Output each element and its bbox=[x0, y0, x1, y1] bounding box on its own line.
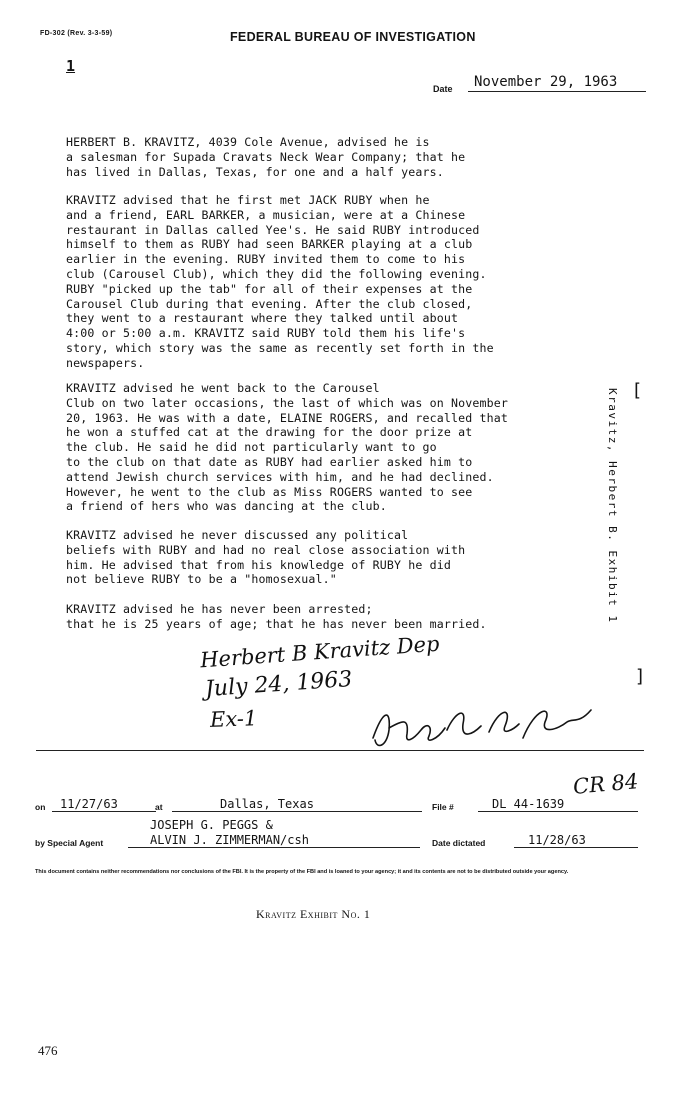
paragraph-3 bbox=[66, 381, 591, 514]
divider bbox=[36, 750, 644, 751]
paragraph-5 bbox=[66, 602, 591, 632]
agent-2: ALVIN J. ZIMMERMAN/csh bbox=[128, 833, 420, 848]
text-line: that he is 25 years of age; that he has never been married. bbox=[66, 616, 487, 631]
text-line: they went to a restaurant where they talked until about bbox=[66, 311, 459, 326]
text-line: 4:00 or 5:00 a.m. KRAVITZ said RUBY told them his life's bbox=[66, 326, 466, 341]
handwritten-date: July 24, 1963 bbox=[204, 666, 354, 703]
form-number: FD-302 (Rev. 3-3-59) bbox=[40, 30, 113, 37]
on-label: on bbox=[35, 802, 46, 812]
handwritten-exhibit: Ex-1 bbox=[209, 706, 258, 732]
text-line: HERBERT B. KRAVITZ, 4039 Cole Avenue, advised he is bbox=[66, 135, 430, 149]
text-line: has lived in Dallas, Texas, for one and a half years. bbox=[66, 164, 444, 179]
text-line: KRAVITZ advised he went back to the Carousel bbox=[66, 381, 380, 395]
exhibit-stamp: Kravitz, Herbert B. Exhibit 1 bbox=[606, 388, 619, 624]
text-line: KRAVITZ advised he has never been arrested; bbox=[66, 602, 373, 616]
text-line: earlier in the evening. RUBY invited them to come to his bbox=[66, 252, 466, 267]
text-line: a salesman for Supada Cravats Neck Wear Company; that he bbox=[66, 149, 466, 164]
dictated-date: 11/28/63 bbox=[514, 833, 638, 848]
text-line: RUBY "picked up the tab" for all of their expenses at the bbox=[66, 281, 473, 296]
text-line: him. He advised that from his knowledge of RUBY he did bbox=[66, 557, 452, 572]
text-line: KRAVITZ advised that he first met JACK RUBY when he bbox=[66, 193, 430, 207]
date-label: Date bbox=[433, 84, 453, 94]
text-line: story, which story was the same as recently set forth in the bbox=[66, 340, 494, 355]
text-line: KRAVITZ advised he never discussed any political bbox=[66, 528, 409, 542]
text-line: he won a stuffed cat at the drawing for the door prize at bbox=[66, 425, 473, 440]
text-line: and a friend, EARL BARKER, a musician, were at a Chinese bbox=[66, 207, 466, 222]
report-date: November 29, 1963 bbox=[468, 74, 646, 92]
agent-1: JOSEPH G. PEGGS & bbox=[150, 818, 273, 832]
text-line: Club on two later occasions, the last of which was on November bbox=[66, 395, 509, 410]
paragraph-4 bbox=[66, 528, 591, 587]
interview-location: Dallas, Texas bbox=[172, 797, 422, 812]
paragraph-1 bbox=[66, 135, 591, 179]
text-line: newspapers. bbox=[66, 355, 145, 370]
text-line: the club. He said he did not particularly want to go bbox=[66, 440, 437, 455]
text-line: beliefs with RUBY and had no real close association with bbox=[66, 542, 466, 557]
paragraph-2 bbox=[66, 193, 591, 371]
text-line: restaurant in Dallas called Yee's. He said RUBY introduced bbox=[66, 222, 480, 237]
agency-title: FEDERAL BUREAU OF INVESTIGATION bbox=[230, 30, 476, 44]
bracket-mark: ] bbox=[636, 666, 644, 687]
text-line: to the club on that date as RUBY had earlier asked him to bbox=[66, 454, 473, 469]
text-line: Carousel Club during that evening. After the club closed, bbox=[66, 296, 473, 311]
text-line: attend Jewish church services with him, and he had declined. bbox=[66, 469, 494, 484]
agents-label: by Special Agent bbox=[35, 838, 104, 848]
file-number: DL 44-1639 bbox=[478, 797, 638, 812]
file-label: File # bbox=[432, 802, 454, 812]
handwritten-deposition-note: Herbert B Kravitz Dep bbox=[199, 631, 441, 673]
cr-note: CR 84 bbox=[572, 769, 640, 799]
text-line: himself to them as RUBY had seen BARKER playing at a club bbox=[66, 237, 473, 252]
signature bbox=[363, 700, 613, 755]
text-line: club (Carousel Club), which they did the following evening. bbox=[66, 266, 487, 281]
text-line: However, he went to the club as Miss ROGERS wanted to see bbox=[66, 484, 473, 499]
page-number: 476 bbox=[38, 1043, 58, 1058]
text-line: 20, 1963. He was with a date, ELAINE ROGERS, and recalled that bbox=[66, 410, 509, 425]
interview-date: 11/27/63 bbox=[52, 797, 156, 812]
disclaimer: This document contains neither recommendations nor conclusions of the FBI. It is the property of the FBI and is loaned to your agency; it and its contents are not to be distributed outside your agency. bbox=[35, 869, 569, 875]
text-line: a friend of hers who was dancing at the club. bbox=[66, 499, 387, 514]
page-marker: 1 bbox=[66, 57, 76, 75]
dictated-label: Date dictated bbox=[432, 838, 486, 848]
bracket-mark: [ bbox=[634, 380, 642, 401]
exhibit-caption: Kravitz Exhibit No. 1 bbox=[256, 907, 371, 921]
at-label: at bbox=[155, 802, 163, 812]
text-line: not believe RUBY to be a "homosexual." bbox=[66, 572, 337, 587]
